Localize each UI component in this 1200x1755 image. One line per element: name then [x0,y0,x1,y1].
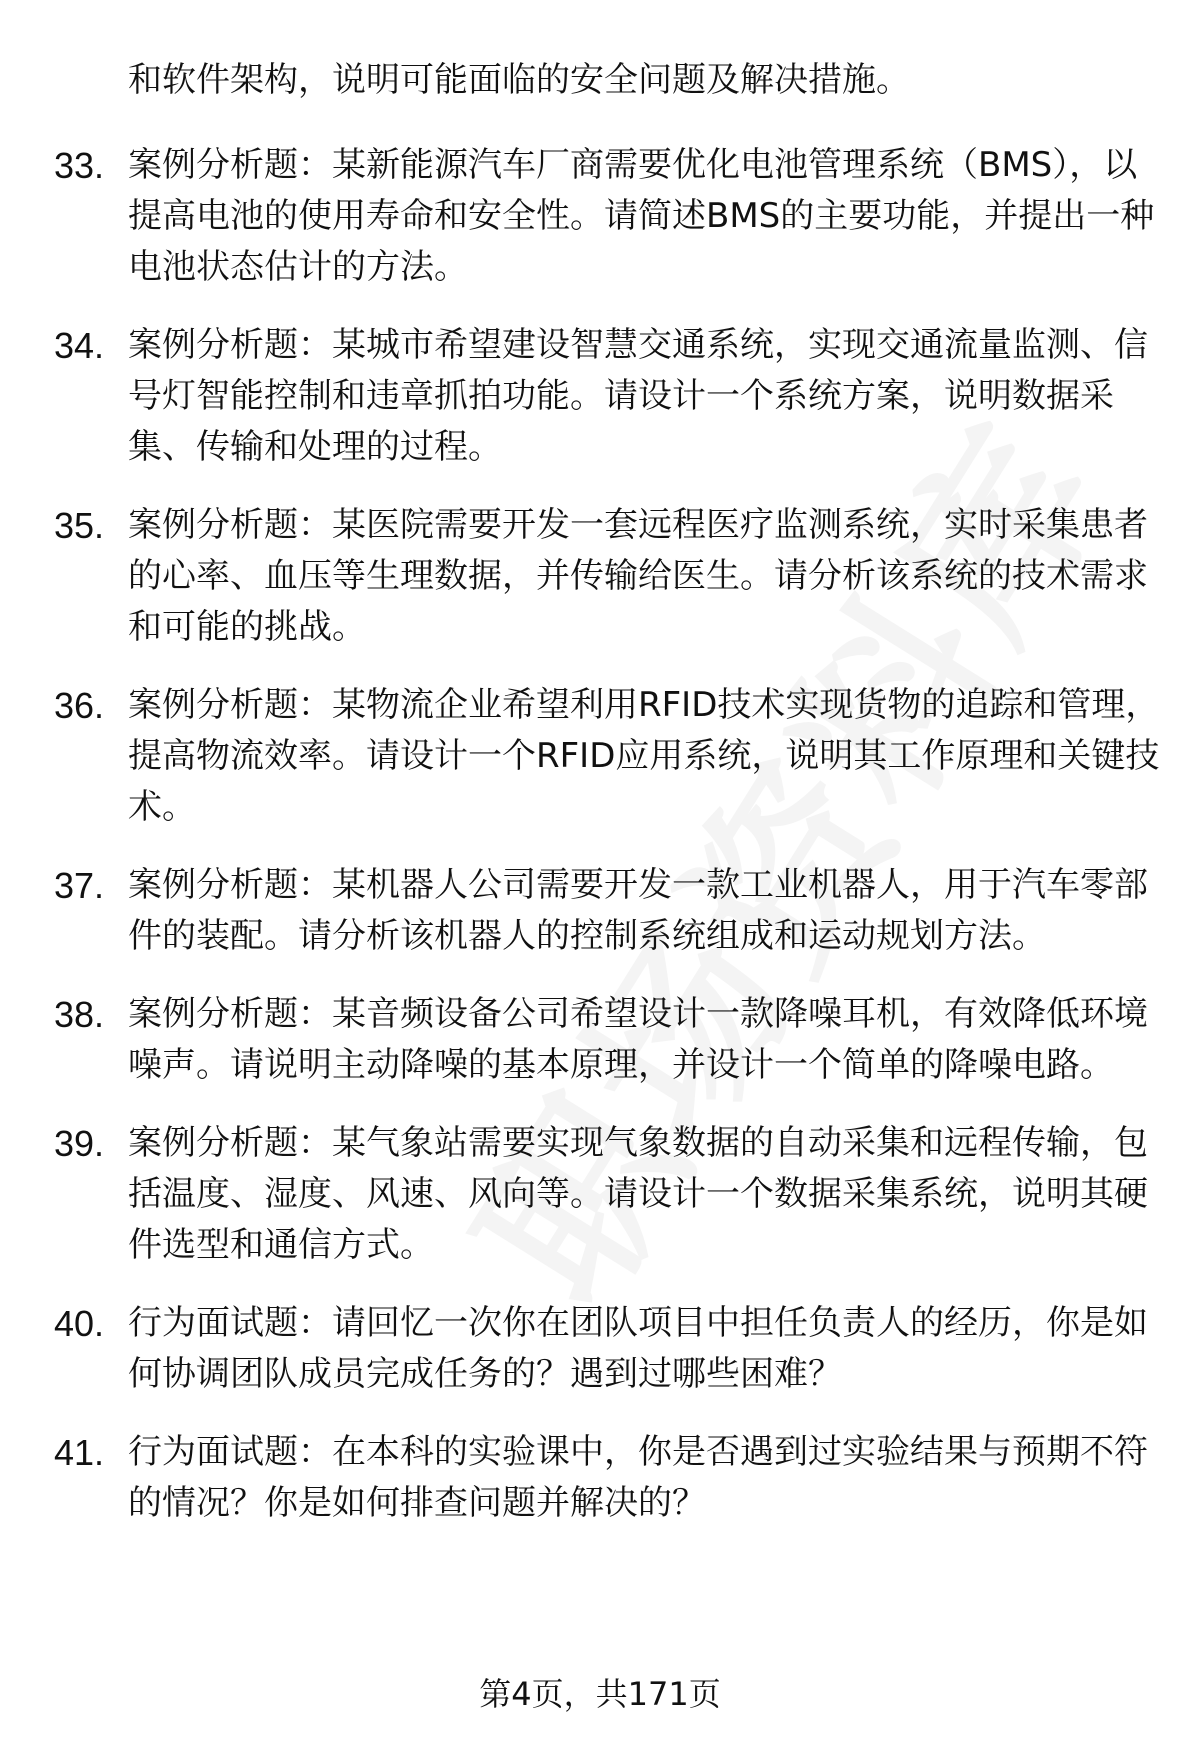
question-text: 案例分析题：某新能源汽车厂商需要优化电池管理系统（BMS），以提高电池的使用寿命和安全性。请简述BMS的主要功能，并提出一种电池状态估计的方法。 [128,145,1155,287]
question-text: 案例分析题：某气象站需要实现气象数据的自动采集和远程传输，包括温度、湿度、风速、风向等。请设计一个数据采集系统，说明其硬件选型和通信方式。 [128,1123,1148,1265]
question-number: 41. [54,1432,105,1473]
question-item-41 [0,1427,1200,1529]
question-text: 案例分析题：某机器人公司需要开发一款工业机器人，用于汽车零部件的装配。请分析该机器人的控制系统组成和运动规划方法。 [128,865,1148,956]
question-number: 38. [54,994,105,1035]
question-item-37 [0,860,1200,962]
question-item-33 [0,140,1200,293]
question-item-38 [0,989,1200,1091]
question-item-34 [0,320,1200,473]
question-text: 案例分析题：某物流企业希望利用RFID技术实现货物的追踪和管理，提高物流效率。请设计一个RFID应用系统，说明其工作原理和关键技术。 [128,685,1160,827]
question-number: 33. [54,145,105,186]
question-number: 40. [54,1303,105,1344]
question-text: 行为面试题：在本科的实验课中，你是否遇到过实验结果与预期不符的情况？你是如何排查问题并解决的？ [128,1432,1148,1523]
question-item-35 [0,500,1200,653]
question-item-40 [0,1298,1200,1400]
question-text: 案例分析题：某城市希望建设智慧交通系统，实现交通流量监测、信号灯智能控制和违章抓拍功能。请设计一个系统方案，说明数据采集、传输和处理的过程。 [128,325,1148,467]
question-text: 行为面试题：请回忆一次你在团队项目中担任负责人的经历，你是如何协调团队成员完成任务的？遇到过哪些困难？ [128,1303,1148,1394]
page-indicator: 第4页，共171页 [479,1675,721,1713]
question-item-39 [0,1118,1200,1271]
question-number: 35. [54,505,105,546]
question-list [0,140,1200,1556]
continuation-text: 和软件架构，说明可能面临的安全问题及解决措施。 [128,60,910,100]
question-text: 案例分析题：某医院需要开发一套远程医疗监测系统，实时采集患者的心率、血压等生理数据，并传输给医生。请分析该系统的技术需求和可能的挑战。 [128,505,1148,647]
question-number: 34. [54,325,105,366]
question-number: 36. [54,685,105,726]
question-number: 37. [54,865,105,906]
question-number: 39. [54,1123,105,1164]
question-item-36 [0,680,1200,833]
question-text: 案例分析题：某音频设备公司希望设计一款降噪耳机，有效降低环境噪声。请说明主动降噪的基本原理，并设计一个简单的降噪电路。 [128,994,1148,1085]
